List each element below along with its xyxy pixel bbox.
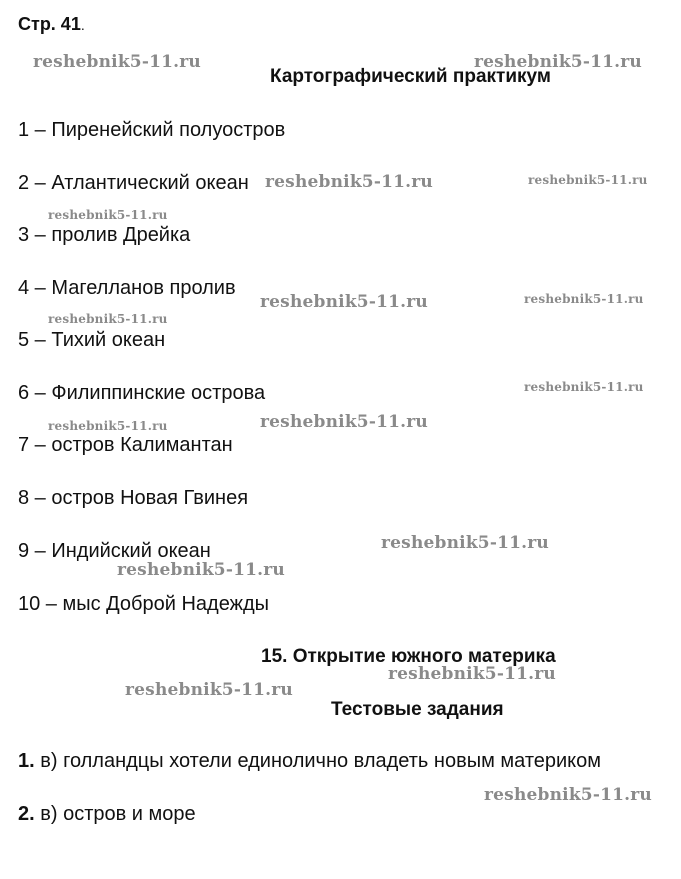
- watermark: reshebnik5-11.ru: [48, 312, 168, 326]
- answer-number: 2.: [18, 803, 35, 825]
- page-number: Стр. 41: [18, 14, 81, 34]
- watermark: reshebnik5-11.ru: [125, 680, 293, 700]
- list-item: 6 – Филиппинские острова: [18, 382, 266, 404]
- list-item: 7 – остров Калимантан: [18, 434, 233, 456]
- answer-number: 1.: [18, 750, 35, 772]
- list-item: 4 – Магелланов пролив: [18, 277, 236, 299]
- watermark: reshebnik5-11.ru: [524, 292, 644, 306]
- watermark: reshebnik5-11.ru: [48, 208, 168, 222]
- answer-text: в) остров и море: [34, 803, 196, 825]
- watermark: reshebnik5-11.ru: [265, 172, 433, 192]
- watermark: reshebnik5-11.ru: [524, 380, 644, 394]
- test-answer: [18, 750, 601, 773]
- watermark: reshebnik5-11.ru: [260, 292, 428, 312]
- list-item: 3 – пролив Дрейка: [18, 224, 191, 246]
- watermark: reshebnik5-11.ru: [260, 412, 428, 432]
- section-title-discovery: 15. Открытие южного материка: [261, 646, 556, 667]
- answer-text: в) голландцы хотели единолично владеть новым материком: [34, 750, 602, 772]
- watermark: reshebnik5-11.ru: [474, 52, 642, 72]
- test-answer: [18, 803, 196, 826]
- list-item: 9 – Индийский океан: [18, 540, 211, 562]
- section-title-cartography: Картографический практикум: [270, 66, 551, 87]
- watermark: reshebnik5-11.ru: [48, 419, 168, 433]
- watermark: reshebnik5-11.ru: [381, 533, 549, 553]
- list-item: 1 – Пиренейский полуостров: [18, 119, 286, 141]
- list-item: 10 – мыс Доброй Надежды: [18, 593, 270, 615]
- list-item: 2 – Атлантический океан: [18, 172, 249, 194]
- list-item: 8 – остров Новая Гвинея: [18, 487, 249, 509]
- section-subtitle-tests: Тестовые задания: [331, 699, 504, 720]
- watermark: reshebnik5-11.ru: [388, 664, 556, 684]
- watermark: reshebnik5-11.ru: [117, 560, 285, 580]
- page-number-tail: .: [80, 17, 85, 33]
- watermark: reshebnik5-11.ru: [528, 173, 648, 187]
- watermark: reshebnik5-11.ru: [33, 52, 201, 72]
- watermark: reshebnik5-11.ru: [484, 785, 652, 805]
- page-reference: [18, 14, 85, 35]
- list-item: 5 – Тихий океан: [18, 329, 166, 351]
